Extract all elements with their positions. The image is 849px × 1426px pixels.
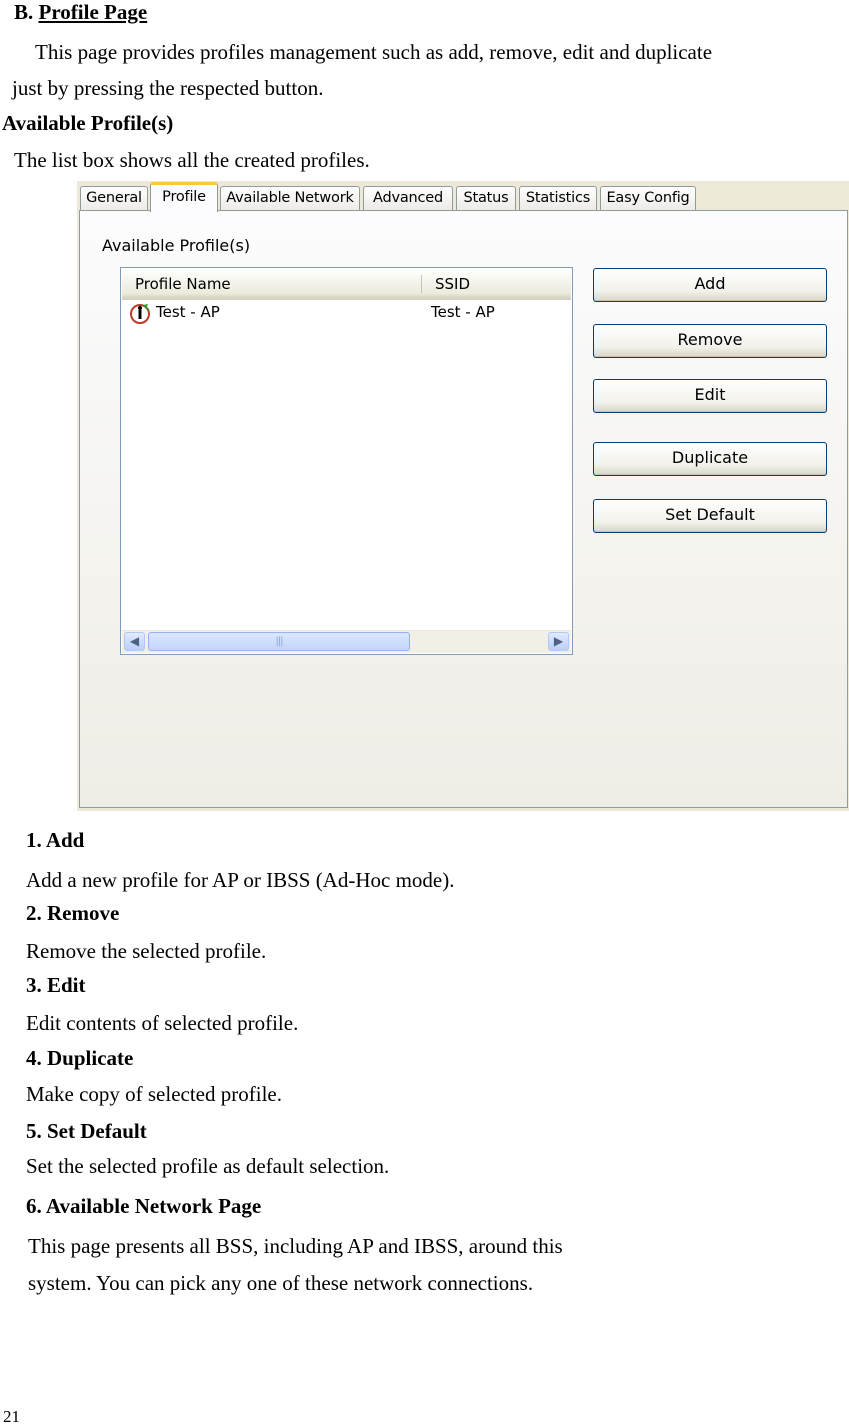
- item-heading-edit: 3. Edit: [26, 973, 86, 997]
- duplicate-button[interactable]: Duplicate: [593, 442, 827, 476]
- tab-profile[interactable]: Profile: [150, 182, 218, 212]
- tab-general[interactable]: General: [80, 186, 148, 210]
- item-heading-remove: 2. Remove: [26, 901, 120, 925]
- subheading: Available Profile(s): [2, 111, 174, 135]
- tab-status[interactable]: Status: [456, 186, 516, 210]
- item-desc-available-network-2: system. You can pick any one of these network connections.: [28, 1271, 534, 1295]
- item-heading-set-default: 5. Set Default: [26, 1119, 147, 1143]
- intro-line-1: This page provides profiles management such as add, remove, edit and duplicate: [35, 40, 713, 64]
- tab-advanced[interactable]: Advanced: [363, 186, 453, 210]
- item-desc-available-network-1: This page presents all BSS, including AP and IBSS, around this: [28, 1234, 563, 1258]
- item-desc-set-default: Set the selected profile as default selection.: [26, 1154, 390, 1178]
- item-desc-add: Add a new profile for AP or IBSS (Ad-Hoc mode).: [26, 868, 455, 892]
- tab-easy-config[interactable]: Easy Config: [600, 186, 696, 210]
- infrastructure-ap-icon: [129, 302, 151, 324]
- column-header-profile-name[interactable]: Profile Name: [135, 275, 231, 293]
- tab-statistics[interactable]: Statistics: [519, 186, 597, 210]
- list-row[interactable]: [122, 301, 571, 325]
- column-header-ssid[interactable]: SSID: [435, 275, 471, 293]
- list-header: [122, 269, 571, 300]
- section-heading: [14, 0, 147, 24]
- remove-button[interactable]: Remove: [593, 324, 827, 358]
- item-heading-add: 1. Add: [26, 828, 85, 852]
- add-button[interactable]: Add: [593, 268, 827, 302]
- group-label: Available Profile(s): [102, 236, 251, 255]
- cell-ssid: Test - AP: [431, 303, 495, 321]
- section-title: Profile Page: [38, 0, 148, 24]
- intro-line-2: just by pressing the respected button.: [12, 76, 324, 100]
- profile-page-screenshot: [77, 181, 849, 811]
- item-desc-remove: Remove the selected profile.: [26, 939, 267, 963]
- subheading-desc: The list box shows all the created profiles.: [14, 148, 370, 172]
- cell-profile-name: Test - AP: [156, 303, 220, 321]
- horizontal-scrollbar[interactable]: [122, 630, 571, 653]
- column-separator[interactable]: [421, 275, 422, 293]
- item-heading-available-network: 6. Available Network Page: [26, 1194, 262, 1218]
- item-heading-duplicate: 4. Duplicate: [26, 1046, 134, 1070]
- page-number: 21: [3, 1407, 20, 1426]
- tab-bar: [77, 181, 849, 212]
- scroll-thumb[interactable]: |||: [148, 632, 410, 651]
- edit-button[interactable]: Edit: [593, 379, 827, 413]
- profile-list[interactable]: [120, 267, 573, 655]
- section-letter: B.: [14, 0, 34, 24]
- set-default-button[interactable]: Set Default: [593, 499, 827, 533]
- item-desc-edit: Edit contents of selected profile.: [26, 1011, 299, 1035]
- scroll-left-icon[interactable]: ◀: [124, 632, 145, 651]
- item-desc-duplicate: Make copy of selected profile.: [26, 1082, 282, 1106]
- scroll-right-icon[interactable]: ▶: [548, 632, 569, 651]
- tab-available-network[interactable]: Available Network: [220, 186, 360, 210]
